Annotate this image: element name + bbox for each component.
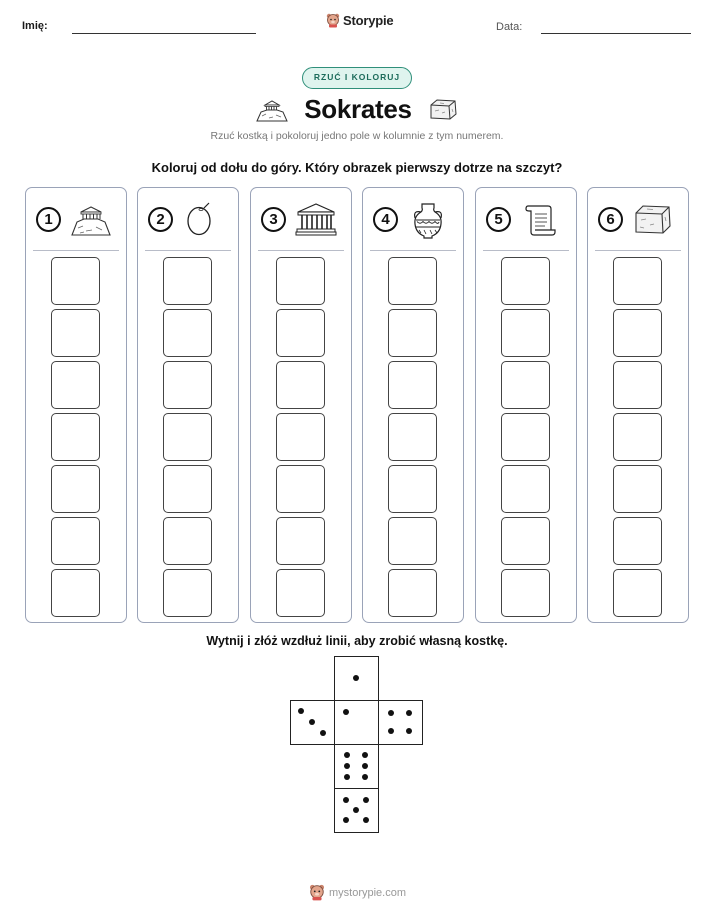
pip (406, 710, 412, 716)
color-cell[interactable] (51, 361, 100, 409)
color-cell[interactable] (613, 569, 662, 617)
column-5 (475, 187, 577, 623)
name-line (72, 33, 256, 34)
color-cell[interactable] (276, 569, 325, 617)
color-cell[interactable] (163, 309, 212, 357)
column-header (363, 188, 463, 250)
pip (353, 675, 359, 681)
die-face-4 (378, 700, 423, 745)
column-number: 4 (373, 207, 398, 232)
bear-mascot-icon (326, 13, 340, 28)
pip (343, 797, 349, 803)
pip (343, 817, 349, 823)
pip (344, 752, 350, 758)
greek-temple-icon (295, 202, 337, 236)
date-line (541, 33, 691, 34)
stone-block-icon (632, 202, 674, 236)
color-cell[interactable] (51, 517, 100, 565)
color-cell[interactable] (388, 465, 437, 513)
color-cell[interactable] (276, 361, 325, 409)
brand-logo (326, 13, 393, 28)
color-cell[interactable] (501, 257, 550, 305)
column-2 (137, 187, 239, 623)
column-3 (250, 187, 352, 623)
color-cell[interactable] (51, 465, 100, 513)
activity-badge: RZUĆ I KOLORUJ (302, 67, 412, 89)
page-title: Sokrates (304, 93, 412, 124)
column-header (476, 188, 576, 250)
pip (353, 807, 359, 813)
column-divider (370, 250, 456, 251)
color-cell[interactable] (388, 361, 437, 409)
bear-mascot-icon (309, 884, 325, 901)
pip (363, 817, 369, 823)
column-6 (587, 187, 689, 623)
color-cell[interactable] (501, 465, 550, 513)
pip (344, 774, 350, 780)
pip (406, 728, 412, 734)
amphora-icon (407, 202, 449, 240)
color-cell[interactable] (163, 413, 212, 461)
color-cell[interactable] (276, 413, 325, 461)
color-cell[interactable] (51, 413, 100, 461)
die-face-5 (334, 788, 379, 833)
column-number: 2 (148, 207, 173, 232)
color-cell[interactable] (51, 257, 100, 305)
color-cell[interactable] (163, 465, 212, 513)
color-cell[interactable] (276, 465, 325, 513)
pip (363, 797, 369, 803)
color-cell[interactable] (613, 361, 662, 409)
footer (309, 884, 406, 901)
column-header (588, 188, 688, 250)
scroll-icon (520, 202, 562, 238)
pip (320, 730, 326, 736)
column-divider (145, 250, 231, 251)
color-cell[interactable] (388, 309, 437, 357)
color-cell[interactable] (163, 569, 212, 617)
name-label: Imię: (22, 20, 48, 32)
die-face-1 (334, 700, 379, 745)
color-cell[interactable] (613, 257, 662, 305)
column-number: 1 (36, 207, 61, 232)
column-divider (258, 250, 344, 251)
column-divider (33, 250, 119, 251)
color-cell[interactable] (501, 569, 550, 617)
column-divider (595, 250, 681, 251)
color-cell[interactable] (501, 309, 550, 357)
subtitle: Rzuć kostką i pokoloruj jedno pole w kolumnie z tym numerem. (210, 130, 504, 142)
column-header (138, 188, 238, 250)
column-divider (483, 250, 569, 251)
color-cell[interactable] (163, 257, 212, 305)
pip (344, 763, 350, 769)
color-cell[interactable] (613, 413, 662, 461)
color-cell[interactable] (388, 413, 437, 461)
color-cell[interactable] (501, 361, 550, 409)
pip (362, 774, 368, 780)
column-header (251, 188, 351, 250)
die-face-3 (290, 700, 335, 745)
brand-name: Storypie (343, 13, 394, 28)
column-number: 3 (261, 207, 286, 232)
instruction: Koloruj od dołu do góry. Który obrazek pierwszy dotrze na szczyt? (151, 160, 563, 175)
color-cell[interactable] (388, 517, 437, 565)
color-cell[interactable] (51, 569, 100, 617)
acropolis-icon (256, 96, 288, 122)
pip (362, 763, 368, 769)
column-number: 5 (486, 207, 511, 232)
color-cell[interactable] (163, 517, 212, 565)
color-cell[interactable] (51, 309, 100, 357)
stone-block-icon (428, 97, 458, 121)
pip (388, 728, 394, 734)
color-cell[interactable] (613, 517, 662, 565)
pip (388, 710, 394, 716)
color-cell[interactable] (388, 257, 437, 305)
color-cell[interactable] (613, 309, 662, 357)
column-4 (362, 187, 464, 623)
color-cell[interactable] (613, 465, 662, 513)
pip (309, 719, 315, 725)
color-cell[interactable] (163, 361, 212, 409)
acropolis-icon (70, 202, 112, 236)
color-cell[interactable] (276, 257, 325, 305)
color-cell[interactable] (276, 309, 325, 357)
die-face-1 (334, 656, 379, 701)
column-1 (25, 187, 127, 623)
column-header (26, 188, 126, 250)
olive-icon (182, 202, 224, 236)
title-row (256, 92, 458, 126)
color-cell[interactable] (388, 569, 437, 617)
footer-url[interactable]: mystorypie.com (329, 886, 407, 899)
column-number: 6 (598, 207, 623, 232)
die-face-6 (334, 744, 379, 789)
color-cell[interactable] (276, 517, 325, 565)
date-label: Data: (496, 21, 523, 33)
pip (343, 709, 349, 715)
pip (298, 708, 304, 714)
cut-instruction: Wytnij i złóż wzdłuż linii, aby zrobić własną kostkę. (206, 634, 508, 648)
color-cell[interactable] (501, 413, 550, 461)
pip (362, 752, 368, 758)
color-cell[interactable] (501, 517, 550, 565)
